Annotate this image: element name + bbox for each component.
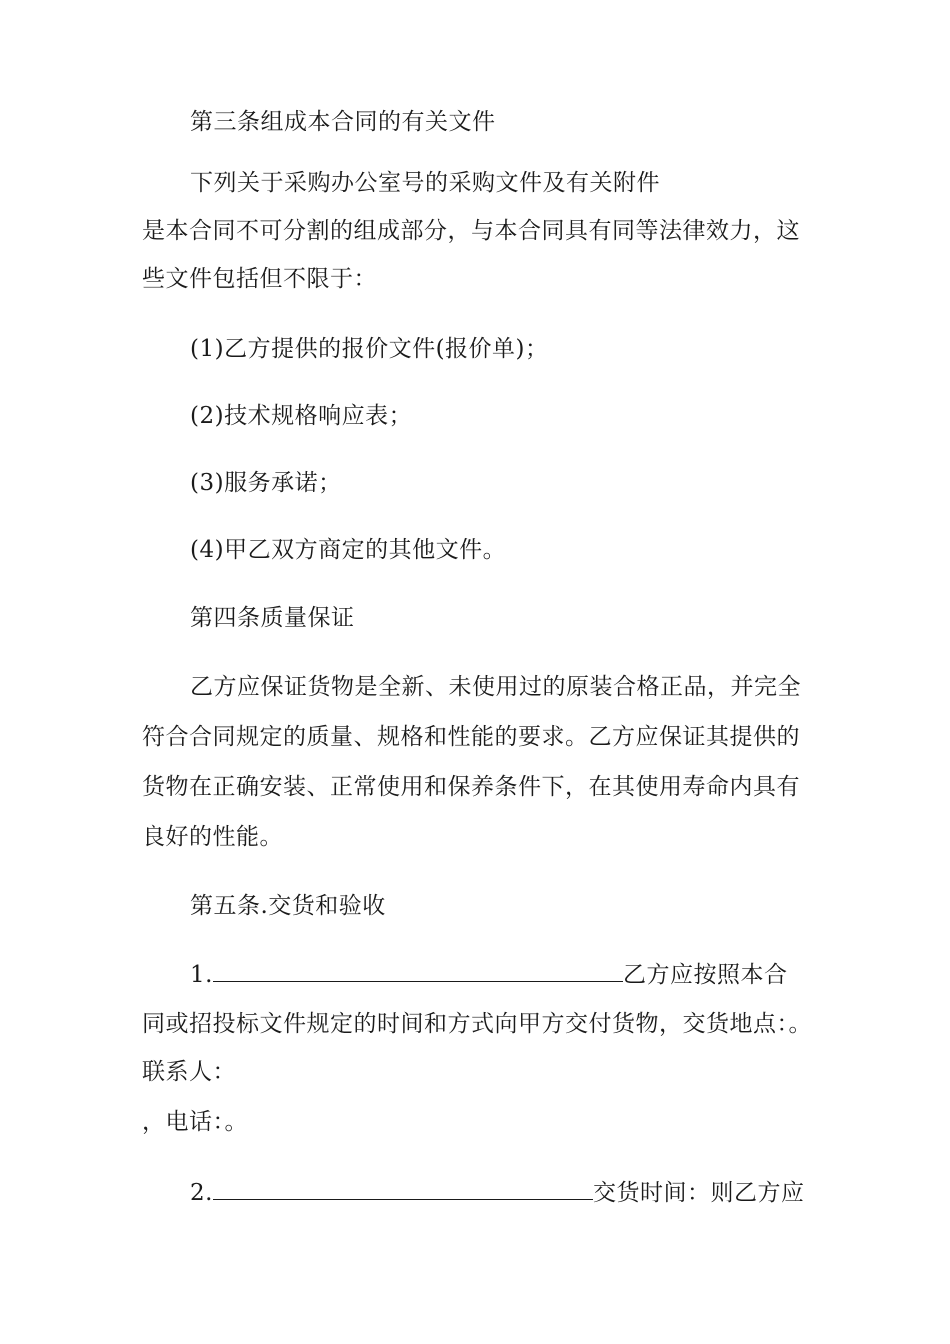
clause1-number: 1.: [190, 962, 213, 988]
clause2-after-blank: 交货时间：则乙方应: [592, 1180, 805, 1206]
clause2-fill-blank[interactable]: [213, 1177, 593, 1200]
article3-intro-line2: 是本合同不可分割的组成部分，与本合同具有同等法律效力，这: [142, 218, 800, 244]
article3-item-1: (1)乙方提供的报价文件(报价单)；: [190, 336, 549, 362]
article5-clause2-line1: [190, 1177, 804, 1208]
article3-item-4: (4)甲乙双方商定的其他文件。: [190, 537, 507, 563]
article3-intro-line3: 些文件包括但不限于：: [142, 266, 377, 292]
article5-clause1-line4: ，电话：。: [142, 1109, 248, 1135]
article5-heading: 第五条.交货和验收: [190, 893, 386, 919]
clause2-number: 2.: [190, 1180, 213, 1206]
article5-clause1-line2: 同或招投标文件规定的时间和方式向甲方交付货物，交货地点：。: [142, 1011, 812, 1037]
article5-clause1-line1: [190, 959, 787, 990]
article3-item-3: (3)服务承诺；: [190, 470, 342, 496]
clause1-after-blank: 乙方应按照本合: [622, 962, 788, 988]
article5-clause1-line3: 联系人：: [142, 1059, 236, 1085]
article4-line2: 符合合同规定的质量、规格和性能的要求。乙方应保证其提供的: [142, 724, 800, 750]
article3-item-2: (2)技术规格响应表；: [190, 403, 413, 429]
article4-line3: 货物在正确安装、正常使用和保养条件下，在其使用寿命内具有: [142, 774, 800, 800]
article3-intro-line1: 下列关于采购办公室号的采购文件及有关附件: [190, 170, 660, 196]
article3-heading: 第三条组成本合同的有关文件: [190, 109, 496, 135]
article4-heading: 第四条质量保证: [190, 605, 355, 631]
article4-line4: 良好的性能。: [142, 824, 283, 850]
clause1-fill-blank[interactable]: [213, 959, 623, 982]
article4-line1: 乙方应保证货物是全新、未使用过的原装合格正品，并完全: [190, 674, 801, 700]
